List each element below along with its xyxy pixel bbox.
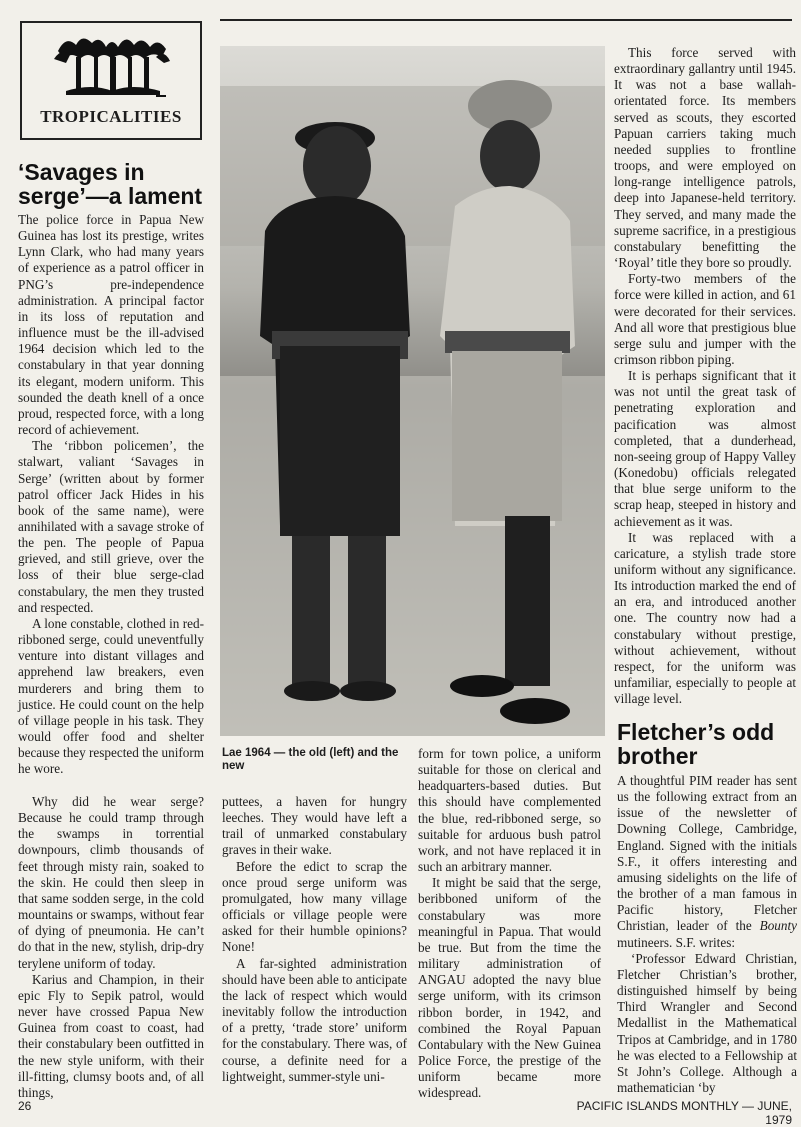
paragraph: It is perhaps significant that it was not until the great task of penetrating exploration and pacification was almost completed, that a dunderhead, non-seeing group of Happy Valley (Konedobu) officials relegated that blue serge uniform to the scrap heap, steeped in history and achievement as it was. — [614, 368, 796, 529]
photo — [220, 46, 605, 736]
photo-caption: Lae 1964 — the old (left) and the new — [222, 747, 399, 772]
article-2-body — [617, 773, 797, 1096]
italic-title: Bounty — [759, 918, 797, 934]
police-photo-image — [220, 46, 605, 736]
paragraph: It was replaced with a caricature, a stylish trade store uniform without any significance. Its introduction marked the end of an era, and introduced another one. The country now had a constabulary without prestige, without achievement, without respect, for the uniform was unfamiliar, especially to people at village level. — [614, 529, 796, 707]
article-column-1-lower — [18, 794, 204, 1101]
page-number: 26 — [18, 1099, 32, 1113]
text-run: A thoughtful PIM reader has sent us the following extract from an issue of the newsletter of Downing College, Cambridge, England. Signed with the initials S.F., it offers interesting and amusing sidelights on the life of the brother of a man famous in Pacific history, Fletcher Christian, leader of the — [617, 773, 797, 934]
top-rule — [220, 19, 792, 21]
paragraph: Why did he wear serge? Because he could tramp through the swamps in torrential downpours, climb thousands of feet through misty rain, soaked to the skin. He could then sleep in that same sodden serge, in the cold mountains or swamps, without fear of dying of pneumonia. He can’t do that in the new, stylish, drip-dry terylene uniform of today. — [18, 794, 204, 971]
section-label: TROPICALITIES — [40, 107, 182, 126]
paragraph: This force served with extraordinary gallantry until 1945. It was not a base wallah-orientated force. Its members served as scouts, they escorted Papuan carriers taking much needed supplies to frontline troops, and were employed on long-range intelligence patrols, deep into Japanese-held territory. They served, and many made the supreme sacrifice, in a prestigious constabulary benefitting the ‘Royal’ title they bore so proudly. — [614, 45, 796, 271]
paragraph: It might be said that the serge, beribboned uniform of the constabulary was more meaningful in Papua. That would be true. But from the time the military administration of ANGAU adopted the navy blue serge uniform, with its crimson ribbon border, in 1942, and combined the Royal Papuan Contabulary with the New Guinea Police Force, the prestige of the uniform became more widespread. — [418, 875, 601, 1101]
paragraph: Before the edict to scrap the once proud serge uniform was promulgated, how many village officials or village people were asked for their humble opinions? None! — [222, 858, 407, 955]
paragraph: The police force in Papua New Guinea has lost its prestige, writes Lynn Clark, who had many years of experience as a patrol officer in PNG’s pre-independence administration. A principal factor in its loss of reputation and influence must be the ill-advised 1964 decision which led to the constabulary in that year donning its elegant, modern uniform. This sounded the death knell of a once proud, respected force, with a long record of achievement. — [18, 212, 204, 438]
article-column-2 — [222, 794, 407, 1085]
paragraph: ‘Professor Edward Christian, Fletcher Christian’s brother, distinguished himself by being Third Wrangler and Second Medallist in the Mathematical Tripos at Cambridge, and in 1780 he was elected to a Fellowship at St John’s College. Although a mathematician ‘by — [617, 950, 797, 1095]
paragraph: puttees, a haven for hungry leeches. They would have left a trail of unmarked constabulary graves in their wake. — [222, 794, 407, 858]
article-headline-2: Fletcher’s odd brother — [617, 719, 775, 769]
article-headline: ‘Savages in serge’—a lament — [18, 159, 203, 209]
paragraph: A lone constable, clothed in red-ribboned serge, could uneventfully venture into distant villages and apprehend law breakers, even murderers and bring them to justice. He could count on the help of village people in his task. They would offer food and shelter because they respected the uniform he wore. — [18, 615, 205, 777]
article-column-4 — [614, 45, 796, 707]
article-column-3 — [418, 746, 601, 1101]
paragraph: Karius and Champion, in their epic Fly to Sepik patrol, would never have crossed Papua New Guinea from coast to coast, had their constabulary been outfitted in the new style uniform, with their ill-fitting, clumsy boots and, of all things, — [18, 971, 204, 1100]
section-logo-box — [20, 21, 202, 140]
article-column-1 — [18, 212, 204, 777]
paragraph: The ‘ribbon policemen’, the stalwart, valiant ‘Savages in Serge’ (written about by former patrol officer Jack Hides in his book of the same name), were annihilated with a savage stroke of the pen. The people of Papua grieved, and still grieve, over the loss of their blue serge-clad constabulary, the men they trusted and respected. — [18, 438, 204, 615]
publication-footer: PACIFIC ISLANDS MONTHLY — JUNE, 1979 — [576, 1099, 792, 1127]
paragraph: Forty-two members of the force were killed in action, and 61 were decorated for their services. And all wore that prestigious blue serge sulu and jumper with the crimson ribbon piping. — [614, 271, 796, 367]
text-run: mutineers. S.F. writes: — [617, 934, 735, 950]
paragraph — [617, 773, 797, 951]
paragraph: form for town police, a uniform suitable for those on clerical and headquarters-based duties. But this should have complemented the blue, red-ribboned serge, so suitable for arduous bush patrol work, and not have replaced it in such an arbitrary manner. — [418, 746, 601, 875]
paragraph: A far-sighted administration should have been able to anticipate the lack of respect which would inevitably follow the introduction of a pretty, ‘trade store’ uniform for the constabulary. There was, of course, a definite need for a lightweight, summer-style uni- — [222, 955, 407, 1084]
palm-trees-icon — [52, 29, 172, 101]
